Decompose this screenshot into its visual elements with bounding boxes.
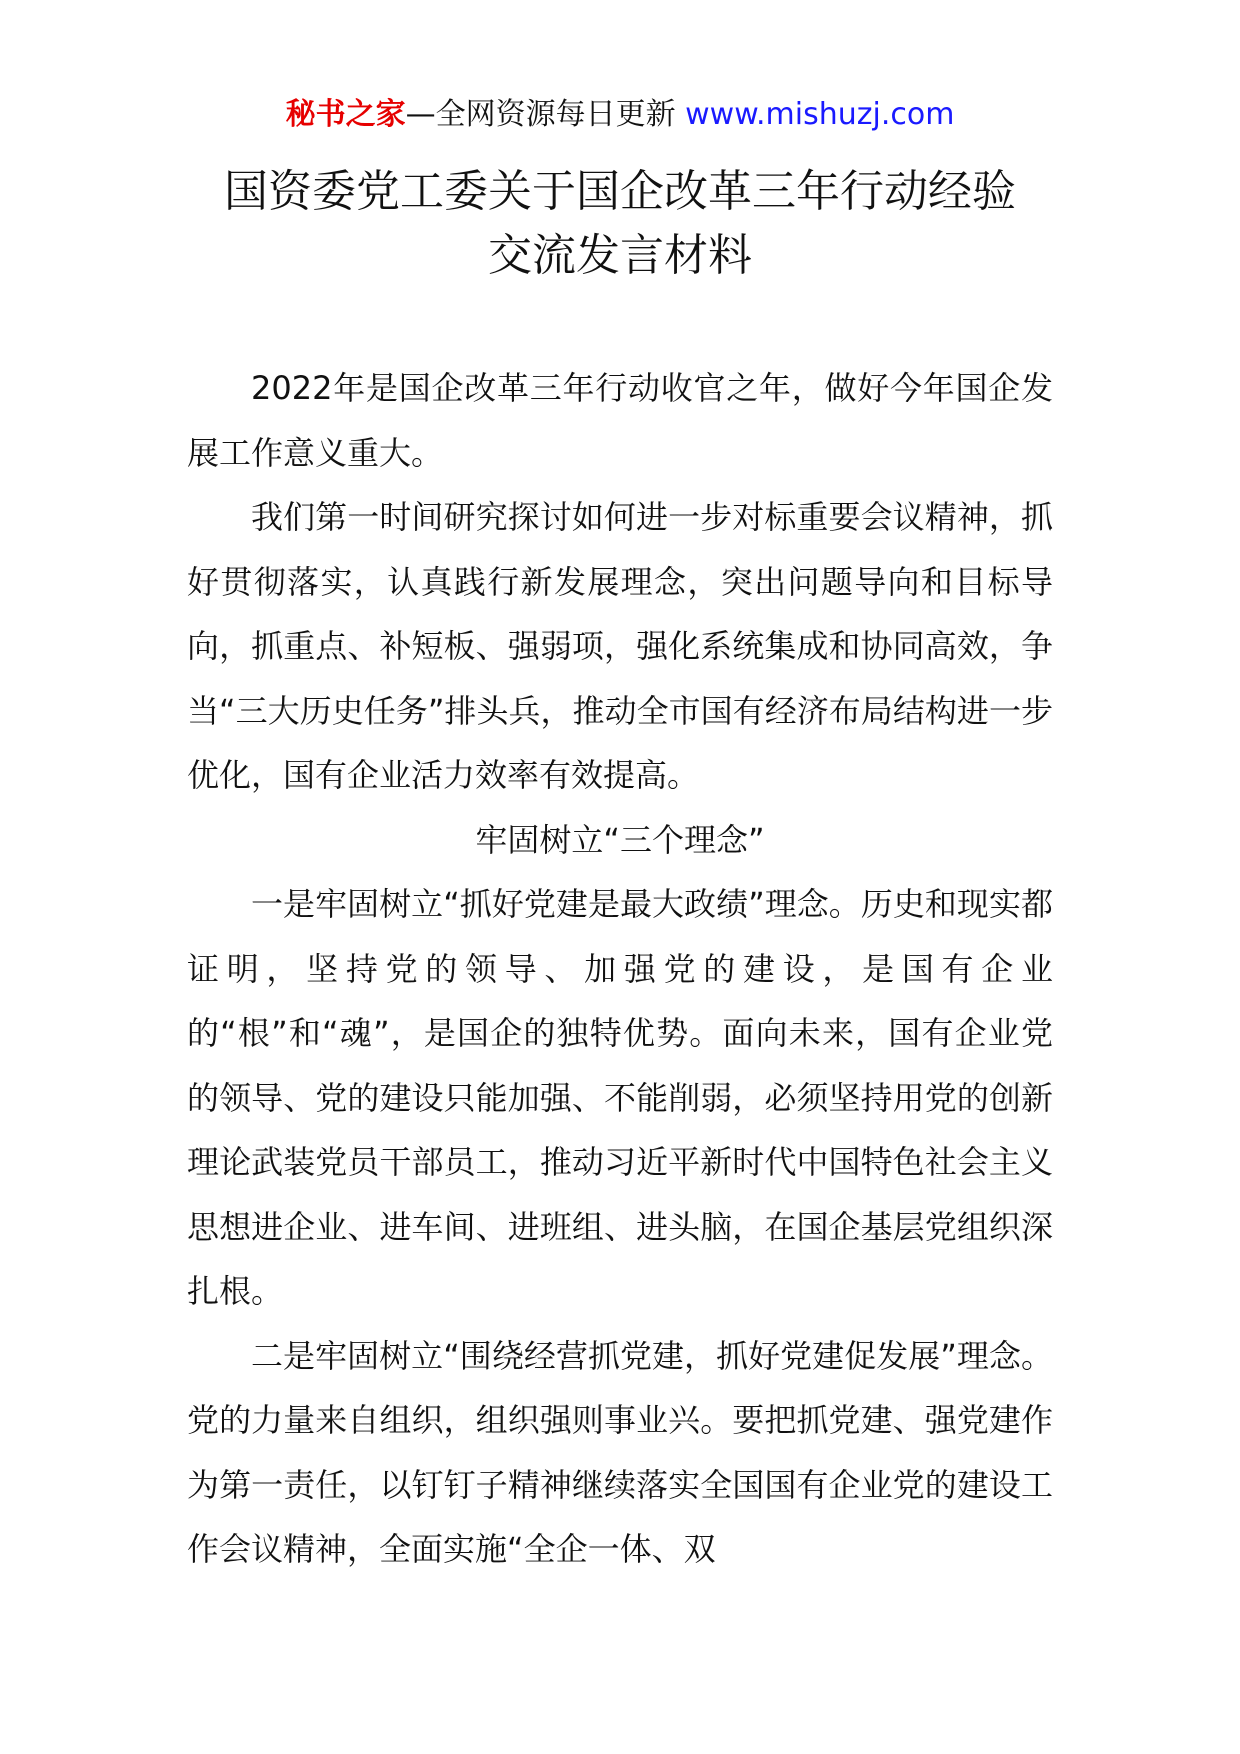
paragraph-concept-1: 一是牢固树立“抓好党建是最大政绩”理念。历史和现实都证明，坚持党的领导、加强党的建设，是国有企业的“根”和“魂”，是国企的独特优势。面向未来，国有企业党的领导、党的建设只能加强、不能削弱，必须坚持用党的创新理论武装党员干部员工，推动习近平新时代中国特色社会主义思想进企业、进车间、进班组、进头脑，在国企基层党组织深扎根。: [187, 885, 1053, 1310]
document-body: [187, 356, 1053, 1582]
site-header: [0, 95, 1240, 135]
document-title-line-2: 交流发言材料: [488, 230, 752, 281]
site-tagline: —全网资源每日更新: [405, 97, 686, 132]
document-title-line-1: 国资委党工委关于国企改革三年行动经验: [224, 166, 1016, 217]
document-title: [150, 160, 1090, 288]
paragraph-research: 我们第一时间研究探讨如何进一步对标重要会议精神，抓好贯彻落实，认真践行新发展理念，突出问题导向和目标导向，抓重点、补短板、强弱项，强化系统集成和协同高效，争当“三大历史任务”排头兵，推动全市国有经济布局结构进一步优化，国有企业活力效率有效提高。: [187, 498, 1053, 794]
paragraph-concept-2: 二是牢固树立“围绕经营抓党建，抓好党建促发展”理念。党的力量来自组织，组织强则事业兴。要把抓党建、强党建作为第一责任，以钉钉子精神继续落实全国国有企业党的建设工作会议精神，全面实施“全企一体、双: [187, 1336, 1053, 1568]
section-heading: 牢固树立“三个理念”: [475, 820, 765, 859]
site-url-link[interactable]: www.mishuzj.com: [685, 97, 955, 132]
paragraph-intro: 2022年是国企改革三年行动收官之年，做好今年国企发展工作意义重大。: [187, 369, 1053, 472]
site-brand: 秘书之家: [285, 97, 406, 132]
